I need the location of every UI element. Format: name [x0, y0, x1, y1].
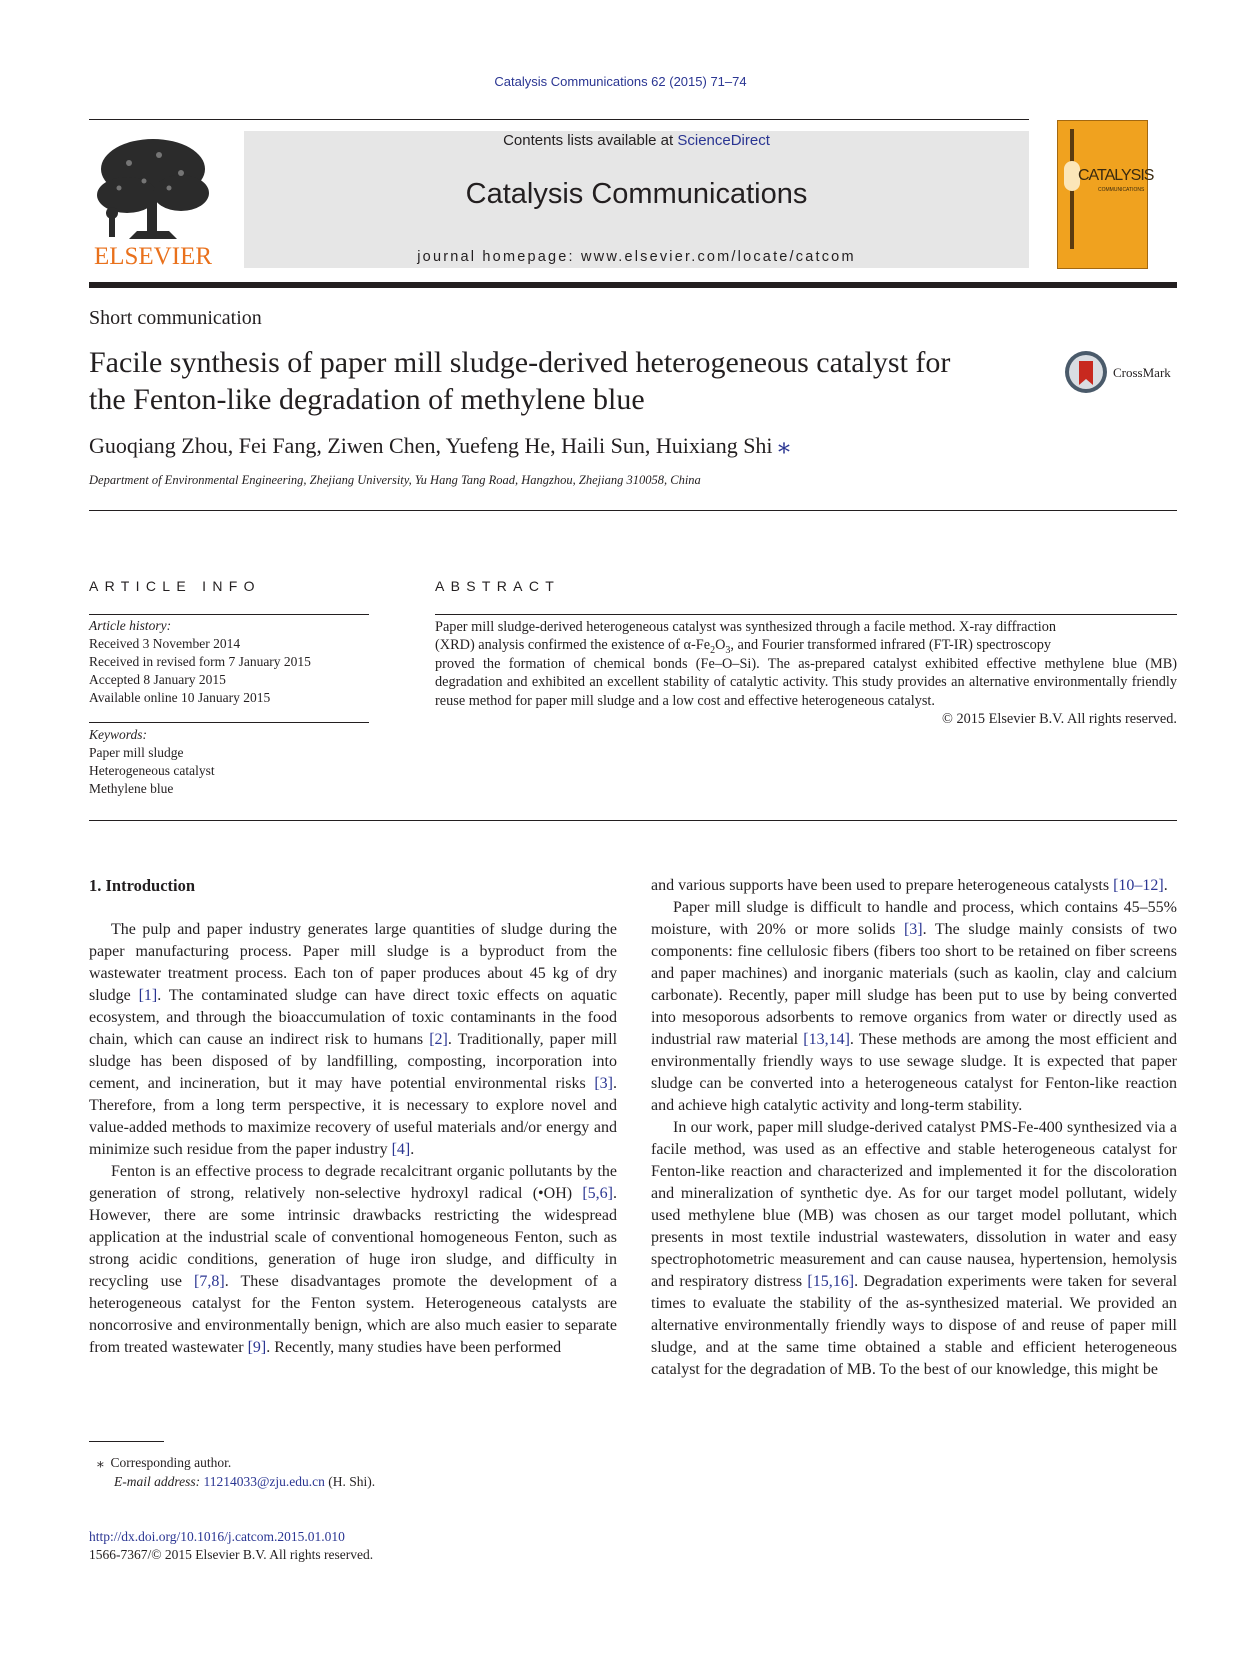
- contents-prefix: Contents lists available at: [503, 132, 678, 149]
- paragraph: [651, 897, 1177, 1117]
- text-run: .: [1163, 877, 1168, 894]
- cover-subtitle: COMMUNICATIONS: [1098, 187, 1145, 193]
- cover-title: CATALYSIS: [1078, 167, 1154, 184]
- citation-link[interactable]: [10–12]: [1113, 877, 1164, 894]
- history-received: Received 3 November 2014: [89, 636, 241, 651]
- elsevier-logo: [89, 133, 217, 269]
- text-run: . The contaminated sludge can have direct toxic effects on aquatic ecosystem, and through the bioaccumulation of toxic contaminants in the food chain, which can cause an indirect risk to humans: [89, 987, 617, 1048]
- sciencedirect-link[interactable]: ScienceDirect: [677, 132, 770, 149]
- header-rule: [89, 119, 1029, 120]
- footnote-mark: ⁎: [97, 1455, 104, 1470]
- abstract-divider: [435, 614, 1177, 615]
- journal-homepage-link[interactable]: journal homepage: www.elsevier.com/locate/catcom: [417, 249, 856, 265]
- email-label: E-mail address:: [114, 1474, 204, 1489]
- abstract-subscript-b: 3: [725, 645, 731, 657]
- section-heading: 1. Introduction: [89, 876, 196, 895]
- contents-line: [244, 132, 1029, 149]
- abstract-text: [435, 618, 1177, 728]
- footnote-corresponding: [97, 1453, 375, 1472]
- issn-line: 1566-7367/© 2015 Elsevier B.V. All rights reserved.: [89, 1547, 374, 1562]
- text-run: . Therefore, from a long term perspective, it is necessary to explore novel and value-added methods to maximize recovery of useful materials and/or energy and minimize such residue from the paper industry: [89, 1075, 617, 1158]
- abstract-copyright: © 2015 Elsevier B.V. All rights reserved.: [942, 711, 1177, 728]
- history-accepted: Accepted 8 January 2015: [89, 672, 226, 687]
- text-run: Paper mill sludge is difficult to handle and process, which contains 45–55% moisture, with 20% or more solids: [651, 899, 1177, 938]
- text-run: . Recently, many studies have been performed: [266, 1339, 562, 1356]
- text-run: and various supports have been used to prepare heterogeneous catalysts: [651, 877, 1114, 894]
- footnote-email: [97, 1472, 375, 1491]
- authors-text: Guoqiang Zhou, Fei Fang, Ziwen Chen, Yuefeng He, Haili Sun, Huixiang Shi: [89, 433, 773, 458]
- article-title: [89, 344, 1019, 418]
- abstract-end-divider: [89, 820, 1177, 821]
- citation-link[interactable]: [1]: [138, 987, 158, 1004]
- keywords-label: Keywords:: [89, 727, 147, 742]
- citation-link[interactable]: [4]: [391, 1141, 411, 1158]
- history-online: Available online 10 January 2015: [89, 690, 271, 705]
- right-column: [651, 875, 1177, 1381]
- abstract-line-2-c: , and Fourier transformed infrared (FT-IR) spectroscopy: [730, 637, 1052, 654]
- doi-block: [89, 1528, 373, 1564]
- journal-cover-image: [1057, 120, 1154, 269]
- affiliation: Department of Environmental Engineering, Zhejiang University, Yu Hang Tang Road, Hangzhou, Zhejiang 310058, China: [89, 473, 701, 487]
- citation-link[interactable]: [7,8]: [194, 1273, 225, 1290]
- text-run: . The sludge mainly consists of two components: fine cellulosic fibers (fibers too short to be retained on fiber screens and paper machines) and inorganic materials (such as kaolin, clay and calcium carbonate). Recently, paper mill sludge has been put to use by being converted into mesoporous adsorbents to remove organics from water or directly used as industrial raw material: [651, 921, 1178, 1048]
- keywords-divider: [89, 722, 369, 723]
- author-list: [89, 431, 790, 460]
- citation-link[interactable]: [13,14]: [803, 1031, 850, 1048]
- text-run: . Traditionally, paper mill sludge has been disposed of by landfilling, composting, incorporation into cement, and incineration, but it may have potential environmental risks: [89, 1031, 618, 1092]
- citation-link[interactable]: [3]: [594, 1075, 613, 1092]
- email-link[interactable]: 11214033@zju.edu.cn: [203, 1474, 325, 1489]
- history-revised: Received in revised form 7 January 2015: [89, 654, 311, 669]
- keyword-item: Paper mill sludge: [89, 745, 184, 760]
- crossmark-label: CrossMark: [1113, 365, 1171, 380]
- citation-link[interactable]: [2]: [429, 1031, 448, 1048]
- article-history: [89, 617, 369, 707]
- footnote-rule: [89, 1441, 164, 1442]
- crossmark-badge[interactable]: [1063, 349, 1183, 395]
- doi-link[interactable]: http://dx.doi.org/10.1016/j.catcom.2015.01.010: [89, 1529, 345, 1544]
- title-line-1: Facile synthesis of paper mill sludge-derived heterogeneous catalyst for: [89, 346, 951, 379]
- elsevier-wordmark: ELSEVIER: [93, 243, 213, 269]
- paragraph: [89, 919, 617, 1161]
- keywords: [89, 726, 369, 798]
- text-run: Fenton is an effective process to degrade recalcitrant organic pollutants by the generation of strong, relatively non-selective hydroxyl radical (•OH): [89, 1163, 617, 1202]
- abstract-rest: proved the formation of chemical bonds (Fe–O–Si). The as-prepared catalyst exhibited effective methylene blue (MB) degradation and exhibited an excellent stability of catalytic activity. This study provides an alternative environmentally friendly reuse method for paper mill sludge and a low cost and effective heterogeneous catalyst.: [435, 655, 1177, 709]
- abstract-line-1: Paper mill sludge-derived heterogeneous catalyst was synthesized through a facile method. X-ray diffraction: [435, 619, 1057, 635]
- footnote-corresponding-text: Corresponding author.: [110, 1455, 232, 1470]
- abstract-line-2-b: O: [715, 637, 726, 654]
- abstract-line-2-a: (XRD) analysis confirmed the existence of α-Fe: [435, 637, 711, 654]
- title-line-2: the Fenton-like degradation of methylene blue: [89, 383, 645, 416]
- email-suffix: (H. Shi).: [324, 1474, 376, 1489]
- text-run: The pulp and paper industry generates large quantities of sludge during the paper manufacturing process. Paper mill sludge is a byproduct from the wastewater treatment process. Each ton of paper produces about 45 kg of dry sludge: [89, 921, 617, 1004]
- text-run: . These disadvantages promote the development of a heterogeneous catalyst for the Fenton system. Heterogeneous catalysts are noncorrosive and environmentally benign, which are also much easier to separate from treated wastewater: [89, 1273, 617, 1356]
- text-run: . However, there are some intrinsic drawbacks restricting the widespread application at the industrial scale of conventional homogeneous Fenton, such as strong acidic conditions, generation of huge iron sludge, and difficulty in recycling use: [89, 1185, 617, 1290]
- citation-link[interactable]: [15,16]: [807, 1273, 855, 1290]
- text-run: . These methods are among the most efficient and environmentally friendly ways to use sewage sludge. It is expected that paper sludge can be converted into a heterogeneous catalyst for Fenton-like reaction and achieve high catalytic activity and long-term stability.: [651, 1031, 1177, 1114]
- paragraph: [89, 1161, 617, 1359]
- citation-link[interactable]: [5,6]: [582, 1185, 613, 1202]
- info-divider: [89, 614, 369, 615]
- citation-link[interactable]: [3]: [903, 921, 923, 938]
- corresponding-author-mark[interactable]: ⁎: [778, 433, 791, 459]
- abstract-line-2: [435, 636, 1177, 657]
- title-divider: [89, 510, 1177, 511]
- text-run: . Degradation experiments were taken for several times to evaluate the stability of the as-synthesized material. We provided an alternative environmentally friendly ways to dispose of and reuse of paper mill sludge, and at the same time obtained a stable and efficient heterogeneous catalyst for the degradation of MB. To the best of our knowledge, this might be: [651, 1273, 1178, 1378]
- paragraph: [651, 1117, 1177, 1381]
- article-type: Short communication: [89, 307, 262, 329]
- left-column: [89, 919, 617, 1359]
- masthead-rule: [89, 282, 1177, 288]
- text-run: In our work, paper mill sludge-derived catalyst PMS-Fe-400 synthesized via a facile method, was used as an effective and stable heterogeneous catalyst for Fenton-like reaction and characterized and implemented it for the discoloration and mineralization of synthetic dye. As for our target model pollutant, widely used methylene blue (MB) was chosen as our target model pollutant, which presents in most textile industrial wastewaters, dissolution in water and easy spectrophotometric measurement and can cause nausea, hypertension, hemolysis and respiratory distress: [651, 1119, 1177, 1290]
- paragraph: [651, 875, 1177, 897]
- citation-link[interactable]: [9]: [247, 1339, 267, 1356]
- history-label: Article history:: [89, 618, 172, 633]
- text-run: .: [410, 1141, 415, 1158]
- footnote: [97, 1453, 375, 1491]
- article-info-heading: ARTICLE INFO: [89, 578, 261, 594]
- journal-reference[interactable]: Catalysis Communications 62 (2015) 71–74: [494, 74, 747, 89]
- keyword-item: Methylene blue: [89, 781, 174, 796]
- banner-journal-name: Catalysis Communications: [465, 178, 808, 210]
- abstract-heading: ABSTRACT: [435, 578, 561, 594]
- keyword-item: Heterogeneous catalyst: [89, 763, 215, 778]
- abstract-subscript-a: 2: [710, 645, 716, 657]
